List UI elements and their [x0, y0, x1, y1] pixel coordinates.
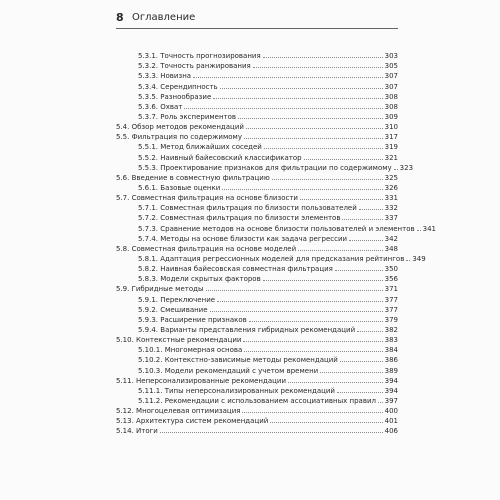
toc-entry — [116, 405, 398, 415]
toc-entry-page: 323 — [399, 163, 414, 172]
toc-entry — [116, 253, 426, 263]
toc-entry-label: 5.13. Архитектура систем рекомендаций — [116, 417, 269, 426]
toc-entry-page: 332 — [384, 204, 398, 213]
toc-entry-label: 5.10.1. Многомерная основа — [138, 346, 243, 355]
toc-entry-page: 377 — [384, 305, 398, 314]
toc-entry-page: 326 — [384, 183, 398, 192]
table-of-contents — [116, 50, 436, 436]
dot-leader — [184, 108, 382, 109]
toc-entry-label: 5.7.4. Методы на основе близости как задача регрессии — [138, 234, 348, 243]
dot-leader — [210, 311, 383, 312]
dot-leader — [206, 290, 383, 291]
dot-leader — [298, 250, 382, 251]
dot-leader — [220, 88, 383, 89]
toc-entry — [116, 131, 398, 141]
toc-entry-label: 5.6. Введение в совместную фильтрацию — [116, 173, 270, 182]
toc-entry-page: 319 — [384, 143, 398, 152]
toc-entry — [116, 111, 398, 121]
toc-entry-label: 5.3.7. Роль экспериментов — [138, 112, 237, 121]
toc-entry-label: 5.3.1. Точность прогнозирования — [138, 52, 261, 61]
toc-entry — [116, 101, 398, 111]
toc-entry — [116, 395, 398, 405]
toc-entry-label: 5.8.2. Наивная байесовская совместная фильтрация — [138, 265, 333, 274]
toc-entry-page: 303 — [384, 52, 398, 61]
toc-entry-page: 406 — [384, 427, 398, 436]
toc-entry — [116, 425, 398, 435]
toc-entry — [116, 385, 398, 395]
toc-entry-page: 325 — [384, 173, 398, 182]
toc-entry — [116, 263, 398, 273]
toc-entry-label: 5.14. Итоги — [116, 427, 158, 436]
dot-leader — [263, 57, 383, 58]
dot-leader — [378, 402, 383, 403]
toc-entry-page: 337 — [384, 214, 398, 223]
toc-entry-page: 349 — [412, 254, 426, 263]
toc-entry-label: 5.9.1. Переключение — [138, 295, 216, 304]
toc-entry — [116, 273, 398, 283]
dot-leader — [242, 412, 382, 413]
toc-entry — [116, 293, 398, 303]
toc-entry-page: 356 — [384, 275, 398, 284]
toc-entry-page: 317 — [384, 133, 398, 142]
toc-entry — [116, 375, 398, 385]
toc-entry — [116, 415, 398, 425]
toc-entry — [116, 354, 398, 364]
toc-entry — [116, 324, 398, 334]
toc-entry — [116, 70, 398, 80]
toc-entry — [116, 212, 398, 222]
toc-entry — [116, 141, 398, 151]
toc-entry-label: 5.9.3. Расширение признаков — [138, 315, 247, 324]
toc-entry-label: 5.9.4. Варианты представления гибридных рекомендаций — [138, 325, 356, 334]
dot-leader — [359, 209, 383, 210]
toc-entry-label: 5.3.3. Новизна — [138, 72, 192, 81]
toc-entry-label: 5.9.2. Смешивание — [138, 305, 208, 314]
toc-entry-label: 5.11.1. Типы неперсонализированных рекомендаций — [138, 386, 335, 395]
toc-entry-label: 5.5.3. Проектирование признаков для фильтрации по содержимому — [138, 163, 392, 172]
toc-entry-page: 382 — [384, 325, 398, 334]
dot-leader — [193, 77, 383, 78]
toc-entry-label: 5.8. Совместная фильтрация на основе моделей — [116, 244, 297, 253]
toc-entry-page: 331 — [384, 194, 398, 203]
dot-leader — [272, 179, 383, 180]
toc-entry-label: 5.5.2. Наивный байесовский классификатор — [138, 153, 302, 162]
toc-entry-label: 5.11. Неперсонализированные рекомендации — [116, 376, 286, 385]
toc-entry — [116, 162, 414, 172]
toc-entry-page: 384 — [384, 346, 398, 355]
toc-entry-page: 389 — [384, 366, 398, 375]
toc-entry — [116, 192, 398, 202]
toc-entry — [116, 91, 398, 101]
dot-leader — [337, 392, 383, 393]
dot-leader — [263, 280, 383, 281]
toc-entry-page: 308 — [384, 92, 398, 101]
dot-leader — [244, 138, 383, 139]
toc-entry-label: 5.3.2. Точность ранжирования — [138, 62, 251, 71]
toc-entry-page: 310 — [384, 123, 398, 132]
dot-leader — [160, 432, 383, 433]
toc-entry — [116, 172, 398, 182]
toc-entry-label: 5.3.4. Серендипность — [138, 82, 218, 91]
toc-entry-label: 5.7.1. Совместная фильтрация по близости пользователей — [138, 204, 357, 213]
toc-entry — [116, 314, 398, 324]
toc-entry-label: 5.10.2. Контекстно-зависимые методы рекомендаций — [138, 356, 338, 365]
dot-leader — [244, 351, 382, 352]
toc-entry-page: 401 — [384, 417, 398, 426]
toc-entry-page: 308 — [384, 102, 398, 111]
toc-entry — [116, 50, 398, 60]
toc-entry-page: 386 — [384, 356, 398, 365]
dot-leader — [335, 270, 383, 271]
toc-entry — [116, 151, 398, 161]
toc-entry-page: 309 — [384, 112, 398, 121]
dot-leader — [213, 98, 382, 99]
toc-entry — [116, 243, 398, 253]
toc-entry-page: 342 — [384, 234, 398, 243]
toc-entry-page: 321 — [384, 153, 398, 162]
toc-entry — [116, 304, 398, 314]
dot-leader — [264, 148, 383, 149]
dot-leader — [320, 372, 382, 373]
toc-entry-label: 5.10.3. Модели рекомендаций с учетом времени — [138, 366, 319, 375]
toc-entry-page: 383 — [384, 336, 398, 345]
toc-entry — [116, 60, 398, 70]
toc-entry-page: 394 — [384, 376, 398, 385]
toc-entry-page: 305 — [384, 62, 398, 71]
toc-entry-label: 5.8.3. Модели скрытых факторов — [138, 275, 261, 284]
dot-leader — [342, 219, 382, 220]
toc-entry-page: 394 — [384, 386, 398, 395]
toc-entry — [116, 364, 398, 374]
dot-leader — [222, 189, 382, 190]
toc-entry-label: 5.10. Контекстные рекомендации — [116, 336, 242, 345]
toc-entry-page: 350 — [384, 265, 398, 274]
dot-leader — [406, 260, 410, 261]
dot-leader — [340, 361, 383, 362]
toc-entry-label: 5.5. Фильтрация по содержимому — [116, 133, 242, 142]
running-title: Оглавление — [132, 12, 196, 23]
dot-leader — [243, 341, 382, 342]
toc-entry-page: 371 — [384, 285, 398, 294]
toc-entry-page: 348 — [384, 244, 398, 253]
toc-entry — [116, 202, 398, 212]
toc-entry-label: 5.12. Многоцелевая оптимизация — [116, 407, 241, 416]
toc-entry-page: 400 — [384, 407, 398, 416]
toc-entry — [116, 283, 398, 293]
toc-entry-label: 5.4. Обзор методов рекомендаций — [116, 123, 244, 132]
toc-entry-page: 307 — [384, 72, 398, 81]
toc-entry-label: 5.8.1. Адаптация регрессионных моделей для предсказания рейтингов — [138, 254, 405, 263]
dot-leader — [417, 230, 421, 231]
dot-leader — [357, 331, 382, 332]
toc-entry-label: 5.3.5. Разнообразие — [138, 92, 212, 101]
toc-entry-page: 379 — [384, 315, 398, 324]
toc-entry-label: 5.5.1. Метод ближайших соседей — [138, 143, 262, 152]
toc-entry — [116, 222, 436, 233]
dot-leader — [349, 240, 383, 241]
dot-leader — [249, 321, 383, 322]
dot-leader — [217, 301, 383, 302]
dot-leader — [246, 128, 383, 129]
toc-entry-label: 5.9. Гибридные методы — [116, 285, 204, 294]
toc-entry — [116, 334, 398, 344]
toc-entry — [116, 121, 398, 131]
toc-entry-label: 5.7. Совместная фильтрация на основе близости — [116, 194, 298, 203]
page-header — [116, 8, 398, 29]
toc-entry-page: 377 — [384, 295, 398, 304]
dot-leader — [304, 159, 383, 160]
toc-entry-label: 5.7.3. Сравнение методов на основе близости пользователей и элементов — [138, 224, 415, 233]
dot-leader — [238, 118, 383, 119]
toc-entry-page: 397 — [384, 396, 398, 405]
toc-entry — [116, 80, 398, 90]
toc-entry-page: 307 — [384, 82, 398, 91]
dot-leader — [300, 199, 383, 200]
page-number: 8 — [116, 11, 124, 24]
toc-entry — [116, 344, 398, 354]
toc-entry-label: 5.3.6. Охват — [138, 102, 183, 111]
toc-entry-label: 5.7.2. Совместная фильтрация по близости элементов — [138, 214, 341, 223]
toc-entry — [116, 182, 398, 192]
toc-entry-label: 5.6.1. Базовые оценки — [138, 183, 221, 192]
dot-leader — [253, 67, 383, 68]
dot-leader — [394, 169, 398, 170]
toc-entry-page: 341 — [422, 224, 436, 233]
dot-leader — [288, 382, 383, 383]
toc-entry-label: 5.11.2. Рекомендации с использованием ассоциативных правил — [138, 396, 376, 405]
toc-entry — [116, 233, 398, 243]
dot-leader — [270, 422, 382, 423]
